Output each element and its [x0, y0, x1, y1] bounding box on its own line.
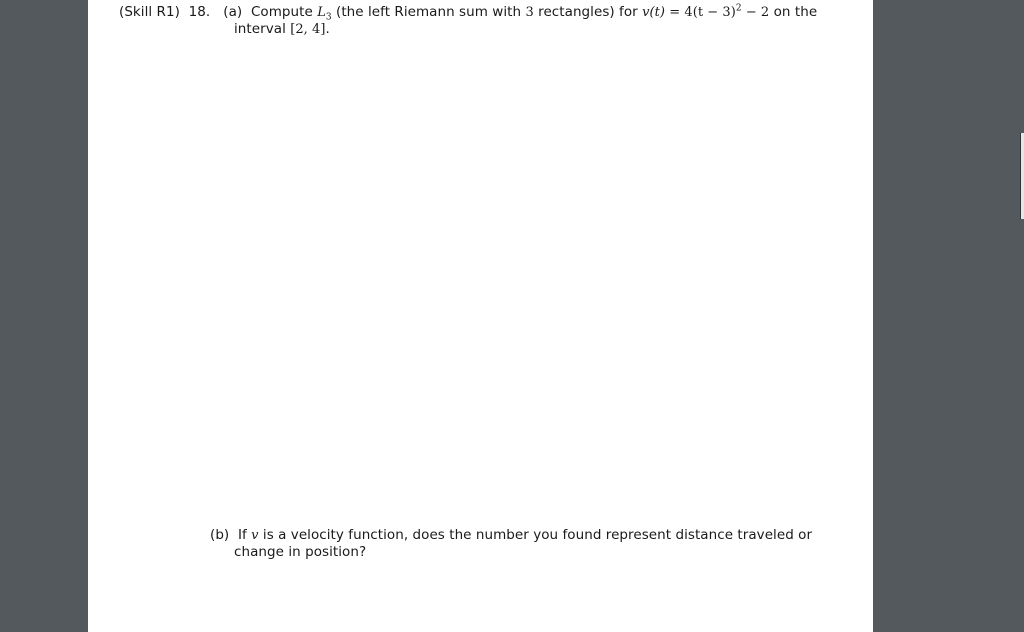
part-b-line-2: [234, 544, 366, 560]
skill-tag: (Skill R1): [119, 4, 180, 20]
math-interval: [2, 4]: [290, 22, 326, 37]
document-page: [88, 0, 873, 632]
part-a-text: (the left Riemann sum with: [336, 4, 522, 20]
part-a-line-1: [119, 3, 818, 23]
part-b-text: change in position?: [234, 544, 367, 560]
part-a-line-2: [234, 21, 330, 37]
math-v: v: [251, 528, 259, 543]
part-a-text: on the: [773, 4, 818, 20]
problem-number: 18.: [188, 4, 211, 20]
part-b-label: (b): [210, 527, 230, 543]
part-b-text: is a velocity function, does the number you found represent distance traveled or: [262, 527, 813, 543]
math-function: $v(t) = 4(t - 3)^2 - 2$: [642, 3, 770, 20]
part-b-text: If: [237, 527, 247, 543]
part-a-text: rectangles) for: [538, 4, 638, 20]
math-L3: $L_3$: [317, 5, 332, 23]
period: .: [325, 21, 330, 37]
part-a-label: (a): [223, 4, 243, 20]
part-b-line-1: [210, 527, 812, 543]
part-a-text: Compute: [250, 4, 313, 20]
math-rect-count: 3: [525, 5, 534, 20]
scrollbar-thumb[interactable]: [1020, 133, 1024, 219]
part-a-text: interval: [234, 21, 286, 37]
